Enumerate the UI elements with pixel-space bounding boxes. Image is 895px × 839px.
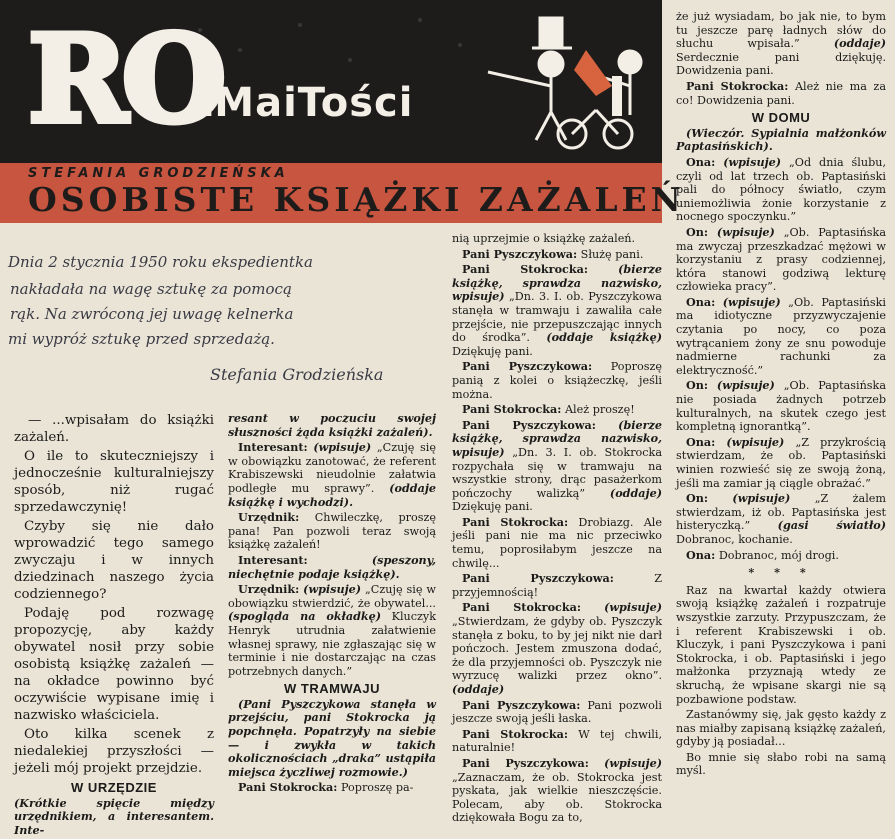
dialogue-line: Pani Stokrocka: Ależ nie ma za co! Dowidzenia pani. (676, 78, 886, 107)
stage-direction: (Pani Pyszczykowa stanęła w przejściu, pani Stokrocka ją popchnęła. Popatrzyły na siebie — i zwykła w takich okolicznościach „draka” ustąpiła miejsca życzliwej rozmowie.) (228, 696, 436, 779)
dialogue-line: Pani Pyszczykowa: (bierze książkę, sprawdza nazwisko, wpisuje) „Dn. 3. I. ob. Stokrocka rozpychała się w tramwaju na wszystkie strony, drąc pasażerkom pończochy walizką” (oddaje) Dziękuję pani. (452, 417, 663, 514)
dialogue-line: Ona: Dobranoc, mój drogi. (686, 547, 839, 562)
handwriting-line: rąk. Na zwróconą jej uwagę kelnerka (10, 305, 294, 323)
paragraph: Oto kilka scenek z niedalekiej przyszłości — jeżeli mój projekt przejdzie. (14, 727, 214, 776)
paragraph: — ...wpisałam do książki zażaleń. (14, 413, 214, 445)
dialogue-line: Ona: (wpisuje) „Od dnia ślubu, czyli od lat trzech ob. Paptasiński pali do północy światło, czym uniemożliwia żonie korzystanie z nocnego spoczynku.” (676, 154, 887, 224)
dialogue-line: On: (wpisuje) „Ob. Paptasińska ma zwyczaj przeszkadzać mężowi w korzystaniu z prasy codziennej, która stanowi godziwą lekturę człowieka pracy”. (676, 224, 886, 294)
dialogue-line: nią uprzejmie o książkę zażaleń. (452, 232, 636, 245)
stage-direction: resant w poczuciu swojej słuszności żąda książki zażaleń). (228, 411, 436, 439)
paragraph: Raz na kwartał każdy otwiera swoją książkę zażaleń i rozpatruje wszystkie zarzuty. Przypuszczam, że i referent Krabiszewski i ob. Kluczyk, i pani Pyszczykowa i pani Stokrocka, i ob. Paptasiński i jego małżonka przyznają wtedy ze skruchą, że wpisane skargi nie są pozbawione podstaw. (676, 583, 886, 706)
paragraph: Bo mnie się słabo robi na samą myśl. (676, 750, 886, 778)
section-heading: W URZĘDZIE (71, 780, 157, 795)
dialogue-line: Pani Pyszczykowa: Służę pani. (462, 246, 644, 261)
dialogue-line: Pani Stokrocka: Poproszę pa- (238, 780, 414, 795)
handwriting-line: mi wypróż sztukę przed sprzedażą. (8, 330, 275, 348)
dialogue-line: Interesant: (wpisuje) „Czuję się w obowiązku zanotować, że referent Krabiszewski nieudolnie załatwia podległe mu sprawy”. (oddaje książkę i wychodzi). (228, 440, 437, 509)
dialogue-line: Pani Pyszczykowa: (wpisuje) „Zaznaczam, że ob. Stokrocka jest pyskata, jak wielkie nieszczęście. Polecam, aby ob. Stokrocka dziękowała Bogu za to, (452, 755, 663, 825)
handwriting-line: Dnia 2 stycznia 1950 roku ekspedientka (8, 253, 313, 271)
column-4 (676, 10, 886, 780)
logo-subtitle: zMaiTości (190, 80, 414, 126)
dialogue-line: Ona: (wpisuje) „Z przykrością stwierdzam, że ob. Paptasiński winien rozwieść się ze swoją żoną, jeśli ma zamiar ją ciągle obrażać.” (676, 434, 886, 490)
dialogue-line: Urzędnik: (wpisuje) „Czuję się w obowiązku stwierdzić, że obywatel... (spogląda na okładkę) Kluczyk Henryk utrudnia załatwienie własnej sprawy, nie zgłaszając się w terminie i nie dostarczając na czas potrzebnych danych.” (228, 582, 436, 678)
stage-direction: (Wieczór. Sypialnia małżonków Paptasińskich). (676, 125, 886, 154)
handwritten-signature: Stefania Grodzieńska (210, 365, 384, 384)
column-2 (228, 412, 436, 797)
dialogue-line: On: (wpisuje) „Z żalem stwierdzam, iż ob. Paptasińska jest histeryczką.” (gasi światło) Dobranoc, kochanie. (676, 491, 887, 546)
paragraph: Zastanówmy się, jak gęsto każdy z nas miałby zapisaną książkę zażaleń, gdyby ją posiadał... (676, 708, 886, 749)
dialogue-line: Pani Pyszczykowa: Pani pozwoli jeszcze swoją jeśli łaska. (452, 697, 663, 726)
column-3 (452, 232, 662, 827)
dialogue-line: Pani Stokrocka: Ależ proszę! (462, 402, 635, 417)
paragraph: Czyby się nie dało wprowadzić tego samego zwyczaju i w innych dziedzinach naszego życia codziennego? (14, 519, 214, 602)
handwriting-line: nakładała na wagę sztukę za pomocą (10, 280, 292, 298)
dialogue-line: Pani Stokrocka: (bierze książkę, sprawdza nazwisko, wpisuje) „Dn. 3. I. ob. Pyszczykowa stanęła w tramwaju i zawaliła całe przejście, nie przepuszczając innych do środka”. (oddaje książkę) Dziękuję pani. (452, 262, 662, 358)
logo-ro: RO (28, 9, 221, 150)
section-separator: * * * (748, 565, 814, 580)
dialogue-line: Urzędnik: Chwileczkę, proszę pana! Pan pozwoli teraz swoją książkę zażaleń! (228, 510, 437, 552)
dialogue-line: On: (wpisuje) „Ob. Paptasińska nie posiada żadnych potrzeb kulturalnych, na skutek czego jest kompletną ignorantką”. (676, 378, 886, 434)
paragraph: Podaję pod rozwagę propozycję, aby każdy obywatel nosił przy sobie osobistą książkę zażaleń — na okładce powinno być oczywiście wypisane imię i nazwisko właściciela. (14, 606, 214, 723)
section-heading: W DOMU (751, 110, 811, 126)
column-1 (14, 412, 214, 839)
stage-direction: (Krótkie spięcie między urzędnikiem, a interesantem. Inte- (14, 795, 214, 837)
dialogue-line: Pani Stokrocka: (wpisuje) „Stwierdzam, że gdyby ob. Pyszczyk stanęła z boku, to by jej nikt nie darł pończoch. Jestem zmuszona dodać, że dla przyjemności ob. Pyszczyk nie wyrzucę walizki przez okno”. (oddaje) (452, 600, 662, 696)
header-banner (0, 0, 662, 163)
dialogue-line: Pani Pyszczykowa: Z przyjemnością! (452, 571, 662, 599)
dialogue-line: Pani Pyszczykowa: Poproszę panią z kolei o książeczkę, jeśli można. (452, 359, 662, 401)
dialogue-line: Pani Stokrocka: Drobiazg. Ale jeśli pani nie ma nic przeciwko temu, poprosiłabym jeszcze na chwilę... (452, 514, 662, 570)
dialogue-line: Pani Stokrocka: W tej chwili, naturalnie! (452, 726, 662, 755)
dialogue-line: Ona: (wpisuje) „Ob. Paptasiński ma idiotyczne przyzwyczajenie czytania po nocy, co poza wytrącaniem żony ze snu powoduje nadmierne rachunki za elektryczność.” (676, 294, 886, 377)
author-name: STEFANIA GRODZIEŃSKA (28, 166, 289, 181)
dialogue-line: że już wysiadam, bo jak nie, to bym tu jeszcze parę ładnych słów do słuchu wpisała.” (oddaje) Serdecznie pani dziękuję. Dowidzenia pani. (676, 10, 886, 78)
dialogue-line: Interesant: (speszony, niechętnie podaje książkę). (228, 552, 436, 581)
section-heading: W TRAMWAJU (284, 681, 380, 697)
article-title: OSOBISTE KSIĄŻKI ZAŻALEŃ (28, 180, 685, 219)
paragraph: O ile to skuteczniejszy i jednocześnie kulturalniejszy sposób, niż rugać sprzedawczynię! (14, 449, 214, 515)
